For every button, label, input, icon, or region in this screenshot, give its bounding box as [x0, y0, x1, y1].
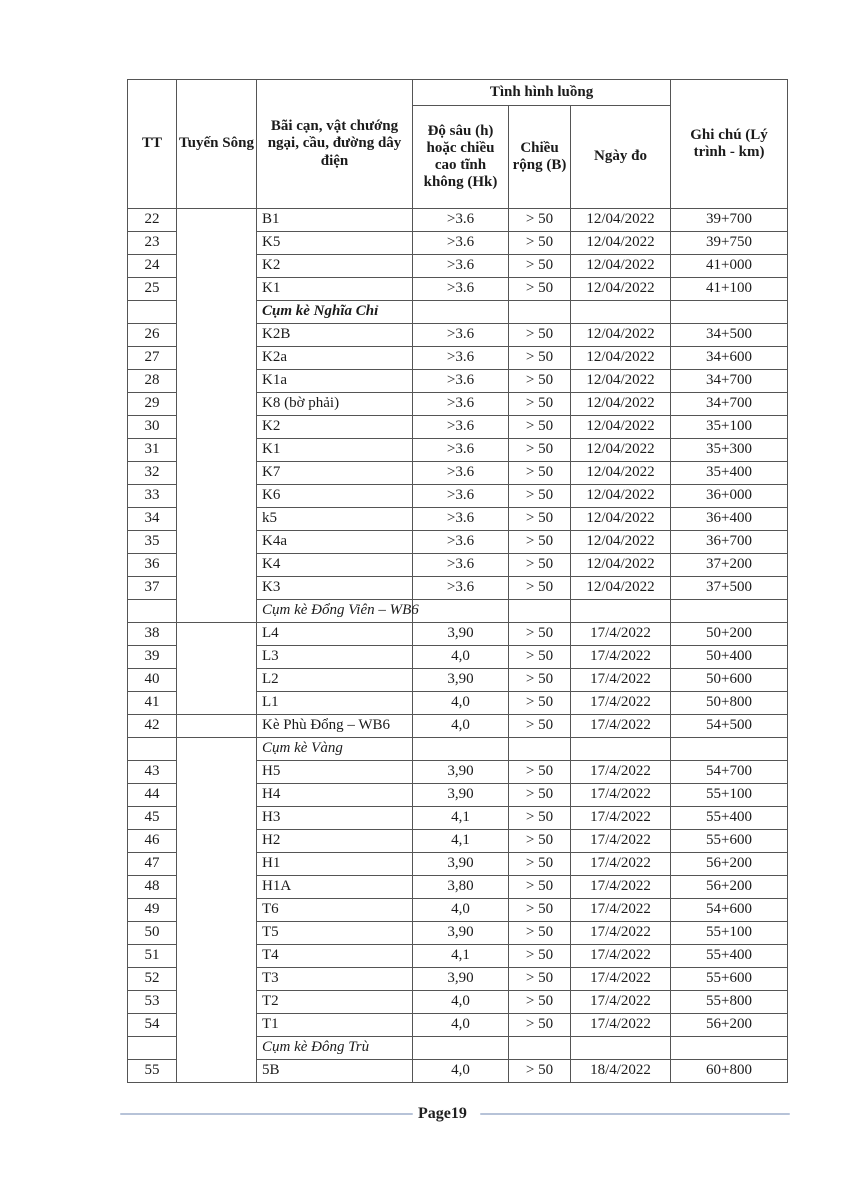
cell-chainage-note: 37+500 [671, 577, 788, 600]
cell-obstacle-name: T1 [257, 1014, 413, 1037]
cell-chainage-note [671, 600, 788, 623]
cell-obstacle-name: K2B [257, 324, 413, 347]
cell-depth: 3,90 [413, 669, 509, 692]
cell-survey-date: 12/04/2022 [571, 462, 671, 485]
section-title: Cụm kè Vàng [257, 738, 413, 761]
cell-survey-date: 12/04/2022 [571, 508, 671, 531]
cell-survey-date: 17/4/2022 [571, 715, 671, 738]
cell-obstacle-name: K2 [257, 255, 413, 278]
cell-width: > 50 [509, 692, 571, 715]
cell-chainage-note: 55+400 [671, 945, 788, 968]
cell-depth: >3.6 [413, 324, 509, 347]
cell-depth: 3,90 [413, 922, 509, 945]
cell-survey-date [571, 301, 671, 324]
cell-width [509, 1037, 571, 1060]
cell-width: > 50 [509, 324, 571, 347]
cell-chainage-note [671, 1037, 788, 1060]
cell-depth: >3.6 [413, 485, 509, 508]
cell-survey-date: 17/4/2022 [571, 1014, 671, 1037]
cell-chainage-note: 55+800 [671, 991, 788, 1014]
cell-obstacle-name: K1a [257, 370, 413, 393]
cell-depth: 4,0 [413, 1060, 509, 1083]
cell-chainage-note: 50+800 [671, 692, 788, 715]
cell-width: > 50 [509, 761, 571, 784]
cell-tt: 25 [128, 278, 177, 301]
cell-chainage-note: 41+000 [671, 255, 788, 278]
section-title: Cụm kè Đông Trù [257, 1037, 413, 1060]
cell-chainage-note: 50+400 [671, 646, 788, 669]
cell-tt: 32 [128, 462, 177, 485]
cell-tt: 34 [128, 508, 177, 531]
cell-tt: 30 [128, 416, 177, 439]
cell-obstacle-name: K4a [257, 531, 413, 554]
cell-tt: 55 [128, 1060, 177, 1083]
page-footer [120, 1102, 790, 1126]
cell-depth: >3.6 [413, 462, 509, 485]
cell-obstacle-name: K4 [257, 554, 413, 577]
cell-tt: 37 [128, 577, 177, 600]
cell-chainage-note: 56+200 [671, 853, 788, 876]
table-header [128, 80, 788, 209]
cell-survey-date: 12/04/2022 [571, 554, 671, 577]
cell-tt [128, 738, 177, 761]
cell-tt: 40 [128, 669, 177, 692]
cell-chainage-note: 36+700 [671, 531, 788, 554]
cell-tt: 33 [128, 485, 177, 508]
cell-width: > 50 [509, 922, 571, 945]
header-chieu-rong: Chiều rộng (B) [509, 106, 571, 209]
cell-obstacle-name: K5 [257, 232, 413, 255]
cell-chainage-note: 34+700 [671, 393, 788, 416]
cell-width: > 50 [509, 646, 571, 669]
cell-obstacle-name: K2 [257, 416, 413, 439]
cell-survey-date: 17/4/2022 [571, 991, 671, 1014]
cell-depth: 4,0 [413, 715, 509, 738]
cell-depth: 3,90 [413, 761, 509, 784]
cell-tt: 52 [128, 968, 177, 991]
cell-obstacle-name: K3 [257, 577, 413, 600]
cell-chainage-note: 35+400 [671, 462, 788, 485]
cell-depth: >3.6 [413, 393, 509, 416]
cell-tt [128, 301, 177, 324]
cell-depth: >3.6 [413, 278, 509, 301]
cell-depth: >3.6 [413, 255, 509, 278]
cell-obstacle-name: L4 [257, 623, 413, 646]
cell-tt: 26 [128, 324, 177, 347]
cell-survey-date: 12/04/2022 [571, 324, 671, 347]
cell-chainage-note: 55+600 [671, 830, 788, 853]
cell-tt: 23 [128, 232, 177, 255]
cell-depth: 4,1 [413, 945, 509, 968]
cell-depth: 3,90 [413, 853, 509, 876]
cell-survey-date: 17/4/2022 [571, 968, 671, 991]
cell-width: > 50 [509, 393, 571, 416]
cell-chainage-note: 35+100 [671, 416, 788, 439]
cell-chainage-note: 55+400 [671, 807, 788, 830]
cell-obstacle-name: H1A [257, 876, 413, 899]
header-ghi-chu: Ghi chú (Lý trình - km) [671, 80, 788, 209]
cell-survey-date: 17/4/2022 [571, 922, 671, 945]
header-bai-can: Bãi cạn, vật chướng ngại, cầu, đường dây điện [257, 80, 413, 209]
header-do-sau: Độ sâu (h) hoặc chiều cao tĩnh không (Hk) [413, 106, 509, 209]
header-tuyen-song: Tuyến Sông [177, 80, 257, 209]
cell-obstacle-name: Kè Phù Đổng – WB6 [257, 715, 413, 738]
table-row [128, 715, 788, 738]
cell-depth: 3,90 [413, 784, 509, 807]
cell-depth: >3.6 [413, 416, 509, 439]
cell-tt: 22 [128, 209, 177, 232]
cell-width: > 50 [509, 209, 571, 232]
cell-depth: >3.6 [413, 508, 509, 531]
cell-obstacle-name: H4 [257, 784, 413, 807]
cell-survey-date [571, 1037, 671, 1060]
cell-survey-date: 17/4/2022 [571, 899, 671, 922]
cell-width: > 50 [509, 830, 571, 853]
cell-obstacle-name: K1 [257, 278, 413, 301]
table-row [128, 209, 788, 232]
cell-width: > 50 [509, 232, 571, 255]
cell-chainage-note: 54+700 [671, 761, 788, 784]
cell-depth: >3.6 [413, 370, 509, 393]
channel-survey-table [127, 79, 788, 1083]
cell-tt: 46 [128, 830, 177, 853]
cell-tt: 38 [128, 623, 177, 646]
cell-obstacle-name: T5 [257, 922, 413, 945]
cell-chainage-note: 55+600 [671, 968, 788, 991]
cell-width: > 50 [509, 853, 571, 876]
cell-tt: 48 [128, 876, 177, 899]
cell-depth: 3,90 [413, 623, 509, 646]
footer-rule-right [480, 1113, 790, 1115]
cell-obstacle-name: K6 [257, 485, 413, 508]
cell-obstacle-name: K8 (bờ phải) [257, 393, 413, 416]
cell-width [509, 600, 571, 623]
cell-width: > 50 [509, 255, 571, 278]
cell-depth: >3.6 [413, 439, 509, 462]
cell-width: > 50 [509, 715, 571, 738]
table-body [128, 209, 788, 1083]
cell-tt: 41 [128, 692, 177, 715]
section-row [128, 738, 788, 761]
cell-survey-date: 17/4/2022 [571, 876, 671, 899]
section-title: Cụm kè Đổng Viên – WB6 [257, 600, 413, 623]
cell-tt: 39 [128, 646, 177, 669]
cell-obstacle-name: H2 [257, 830, 413, 853]
cell-obstacle-name: 5B [257, 1060, 413, 1083]
cell-obstacle-name: T4 [257, 945, 413, 968]
cell-tt: 54 [128, 1014, 177, 1037]
cell-survey-date: 12/04/2022 [571, 209, 671, 232]
cell-width: > 50 [509, 1014, 571, 1037]
cell-chainage-note: 34+700 [671, 370, 788, 393]
cell-survey-date: 17/4/2022 [571, 853, 671, 876]
cell-obstacle-name: K1 [257, 439, 413, 462]
cell-survey-date [571, 738, 671, 761]
cell-width: > 50 [509, 899, 571, 922]
cell-survey-date: 17/4/2022 [571, 784, 671, 807]
cell-tt: 43 [128, 761, 177, 784]
cell-survey-date: 12/04/2022 [571, 439, 671, 462]
cell-tt: 45 [128, 807, 177, 830]
cell-tt: 53 [128, 991, 177, 1014]
cell-tt: 24 [128, 255, 177, 278]
footer-rule-left [120, 1113, 413, 1115]
cell-tuyen-song [177, 209, 257, 623]
header-tinh-hinh-luong: Tình hình luồng [413, 80, 671, 106]
cell-depth: 4,1 [413, 830, 509, 853]
header-tt: TT [128, 80, 177, 209]
cell-width: > 50 [509, 416, 571, 439]
cell-survey-date: 12/04/2022 [571, 531, 671, 554]
cell-depth: 4,0 [413, 692, 509, 715]
cell-survey-date: 17/4/2022 [571, 830, 671, 853]
cell-chainage-note: 55+100 [671, 922, 788, 945]
cell-width: > 50 [509, 669, 571, 692]
cell-chainage-note: 54+500 [671, 715, 788, 738]
cell-chainage-note: 36+400 [671, 508, 788, 531]
cell-survey-date: 18/4/2022 [571, 1060, 671, 1083]
cell-tt: 44 [128, 784, 177, 807]
cell-width: > 50 [509, 784, 571, 807]
cell-obstacle-name: L2 [257, 669, 413, 692]
cell-survey-date: 17/4/2022 [571, 692, 671, 715]
cell-depth [413, 301, 509, 324]
cell-width: > 50 [509, 1060, 571, 1083]
cell-tt: 36 [128, 554, 177, 577]
cell-survey-date: 12/04/2022 [571, 278, 671, 301]
cell-width: > 50 [509, 991, 571, 1014]
cell-tuyen-song [177, 738, 257, 1083]
cell-obstacle-name: H5 [257, 761, 413, 784]
cell-chainage-note: 36+000 [671, 485, 788, 508]
cell-depth [413, 600, 509, 623]
table-row [128, 623, 788, 646]
cell-width: > 50 [509, 439, 571, 462]
cell-depth: 4,0 [413, 1014, 509, 1037]
cell-chainage-note: 54+600 [671, 899, 788, 922]
cell-chainage-note: 60+800 [671, 1060, 788, 1083]
cell-depth: 4,1 [413, 807, 509, 830]
cell-survey-date: 17/4/2022 [571, 646, 671, 669]
cell-survey-date: 12/04/2022 [571, 577, 671, 600]
cell-obstacle-name: K2a [257, 347, 413, 370]
cell-tt: 29 [128, 393, 177, 416]
cell-width: > 50 [509, 508, 571, 531]
cell-depth: >3.6 [413, 347, 509, 370]
cell-width: > 50 [509, 370, 571, 393]
cell-width: > 50 [509, 347, 571, 370]
cell-survey-date: 17/4/2022 [571, 669, 671, 692]
cell-chainage-note: 34+600 [671, 347, 788, 370]
cell-depth: >3.6 [413, 232, 509, 255]
cell-width: > 50 [509, 462, 571, 485]
cell-chainage-note: 50+600 [671, 669, 788, 692]
cell-obstacle-name: L1 [257, 692, 413, 715]
cell-tt: 49 [128, 899, 177, 922]
cell-width: > 50 [509, 485, 571, 508]
cell-width: > 50 [509, 968, 571, 991]
cell-width: > 50 [509, 623, 571, 646]
cell-survey-date: 12/04/2022 [571, 485, 671, 508]
cell-depth: >3.6 [413, 209, 509, 232]
cell-width: > 50 [509, 945, 571, 968]
cell-obstacle-name: T3 [257, 968, 413, 991]
cell-depth [413, 738, 509, 761]
cell-obstacle-name: L3 [257, 646, 413, 669]
cell-width: > 50 [509, 554, 571, 577]
cell-chainage-note: 39+750 [671, 232, 788, 255]
cell-width [509, 738, 571, 761]
cell-depth: >3.6 [413, 554, 509, 577]
cell-width: > 50 [509, 577, 571, 600]
cell-chainage-note: 56+200 [671, 876, 788, 899]
cell-chainage-note: 56+200 [671, 1014, 788, 1037]
cell-chainage-note [671, 738, 788, 761]
cell-survey-date: 12/04/2022 [571, 347, 671, 370]
cell-survey-date: 17/4/2022 [571, 807, 671, 830]
cell-chainage-note: 35+300 [671, 439, 788, 462]
cell-width: > 50 [509, 876, 571, 899]
cell-survey-date: 12/04/2022 [571, 370, 671, 393]
section-title: Cụm kè Nghĩa Chỉ [257, 301, 413, 324]
cell-depth [413, 1037, 509, 1060]
cell-survey-date: 17/4/2022 [571, 945, 671, 968]
cell-tt: 28 [128, 370, 177, 393]
cell-width: > 50 [509, 278, 571, 301]
cell-width [509, 301, 571, 324]
cell-survey-date: 17/4/2022 [571, 623, 671, 646]
cell-chainage-note: 39+700 [671, 209, 788, 232]
cell-depth: >3.6 [413, 577, 509, 600]
cell-survey-date: 17/4/2022 [571, 761, 671, 784]
cell-chainage-note: 34+500 [671, 324, 788, 347]
cell-obstacle-name: H3 [257, 807, 413, 830]
cell-depth: >3.6 [413, 531, 509, 554]
cell-tuyen-song [177, 623, 257, 715]
cell-width: > 50 [509, 531, 571, 554]
cell-depth: 4,0 [413, 899, 509, 922]
cell-tt [128, 600, 177, 623]
cell-chainage-note: 41+100 [671, 278, 788, 301]
cell-tt: 31 [128, 439, 177, 462]
cell-tt: 50 [128, 922, 177, 945]
cell-survey-date: 12/04/2022 [571, 232, 671, 255]
cell-obstacle-name: T6 [257, 899, 413, 922]
cell-chainage-note: 37+200 [671, 554, 788, 577]
cell-depth: 4,0 [413, 646, 509, 669]
cell-tt: 42 [128, 715, 177, 738]
cell-survey-date: 12/04/2022 [571, 255, 671, 278]
cell-chainage-note: 55+100 [671, 784, 788, 807]
cell-depth: 4,0 [413, 991, 509, 1014]
page-number: Page19 [418, 1105, 467, 1122]
cell-width: > 50 [509, 807, 571, 830]
cell-chainage-note [671, 301, 788, 324]
cell-tt: 27 [128, 347, 177, 370]
cell-tt: 47 [128, 853, 177, 876]
cell-obstacle-name: H1 [257, 853, 413, 876]
cell-tuyen-song [177, 715, 257, 738]
cell-depth: 3,90 [413, 968, 509, 991]
cell-tt: 51 [128, 945, 177, 968]
cell-obstacle-name: k5 [257, 508, 413, 531]
cell-chainage-note: 50+200 [671, 623, 788, 646]
cell-tt: 35 [128, 531, 177, 554]
cell-obstacle-name: T2 [257, 991, 413, 1014]
cell-depth: 3,80 [413, 876, 509, 899]
cell-survey-date: 12/04/2022 [571, 393, 671, 416]
cell-tt [128, 1037, 177, 1060]
header-ngay-do: Ngày đo [571, 106, 671, 209]
cell-obstacle-name: B1 [257, 209, 413, 232]
cell-survey-date [571, 600, 671, 623]
cell-obstacle-name: K7 [257, 462, 413, 485]
cell-survey-date: 12/04/2022 [571, 416, 671, 439]
